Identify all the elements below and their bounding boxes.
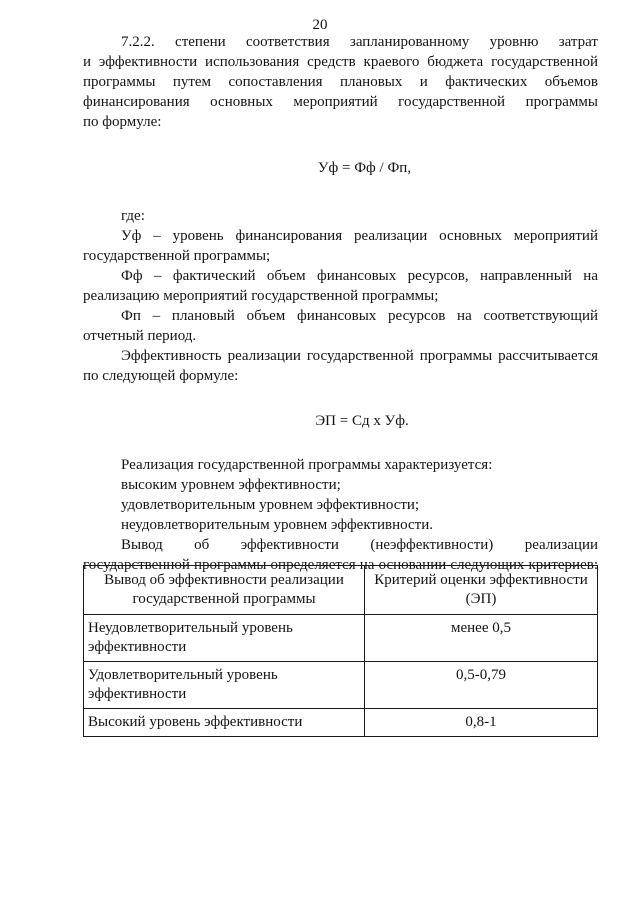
criteria-table — [83, 565, 598, 737]
table-cell-level: Высокий уровень эффективности — [84, 709, 365, 737]
table-cell-level: Удовлетворительный уровень эффективности — [84, 662, 365, 709]
table-header-row — [84, 566, 598, 615]
conclusion-line-2: государственной программы определяется на основании следующих критериев: — [83, 557, 598, 573]
paragraph-7-2-2-line-1: 7.2.2. степени соответствия запланированному уровню затрат — [121, 34, 598, 50]
document-body — [83, 32, 598, 575]
table-row — [84, 662, 598, 709]
table-cell-criterion: менее 0,5 — [365, 615, 598, 662]
characterization-intro: Реализация государственной программы характеризуется: — [121, 457, 493, 473]
table-cell-level: Неудовлетворительный уровень эффективности — [84, 615, 365, 662]
formula-financing-level: Уф = Фф / Фп, — [317, 160, 412, 176]
table-row — [84, 709, 598, 737]
column-header-conclusion: Вывод об эффективности реализации государственной программы — [84, 566, 365, 615]
paragraph-7-2-2-line-5: по формуле: — [83, 114, 162, 130]
paragraph-7-2-2-line-4: финансирования основных мероприятий государственной программы — [83, 94, 598, 110]
level-satisfactory: удовлетворительным уровнем эффективности; — [121, 497, 420, 513]
paragraph-7-2-2-line-3: программы путем сопоставления плановых и фактических объемов — [83, 74, 598, 90]
formula-efficiency: ЭП = Сд х Уф. — [315, 413, 409, 429]
paragraph-7-2-2-line-2: и эффективности использования средств краевого бюджета государственной — [83, 54, 598, 70]
definition-fp: Фп – плановый объем финансовых ресурсов на соответствующий отчетный период. — [83, 308, 598, 344]
table-cell-criterion: 0,8-1 — [365, 709, 598, 737]
definition-ff: Фф – фактический объем финансовых ресурсов, направленный на реализацию мероприятий государственной программы; — [83, 268, 598, 304]
where-label: где: — [121, 208, 145, 224]
column-header-criterion: Критерий оценки эффективности (ЭП) — [365, 566, 598, 615]
table-row — [84, 615, 598, 662]
conclusion-line-1: Вывод об эффективности (неэффективности) реализации — [121, 537, 598, 553]
level-unsatisfactory: неудовлетворительным уровнем эффективности. — [121, 517, 433, 533]
definition-uf: Уф – уровень финансирования реализации основных мероприятий государственной программы; — [83, 228, 598, 264]
page-number: 20 — [312, 17, 328, 33]
level-high: высоким уровнем эффективности; — [121, 477, 341, 493]
table-cell-criterion: 0,5-0,79 — [365, 662, 598, 709]
efficiency-calculation-text: Эффективность реализации государственной программы рассчитывается по следующей формуле: — [83, 348, 598, 384]
